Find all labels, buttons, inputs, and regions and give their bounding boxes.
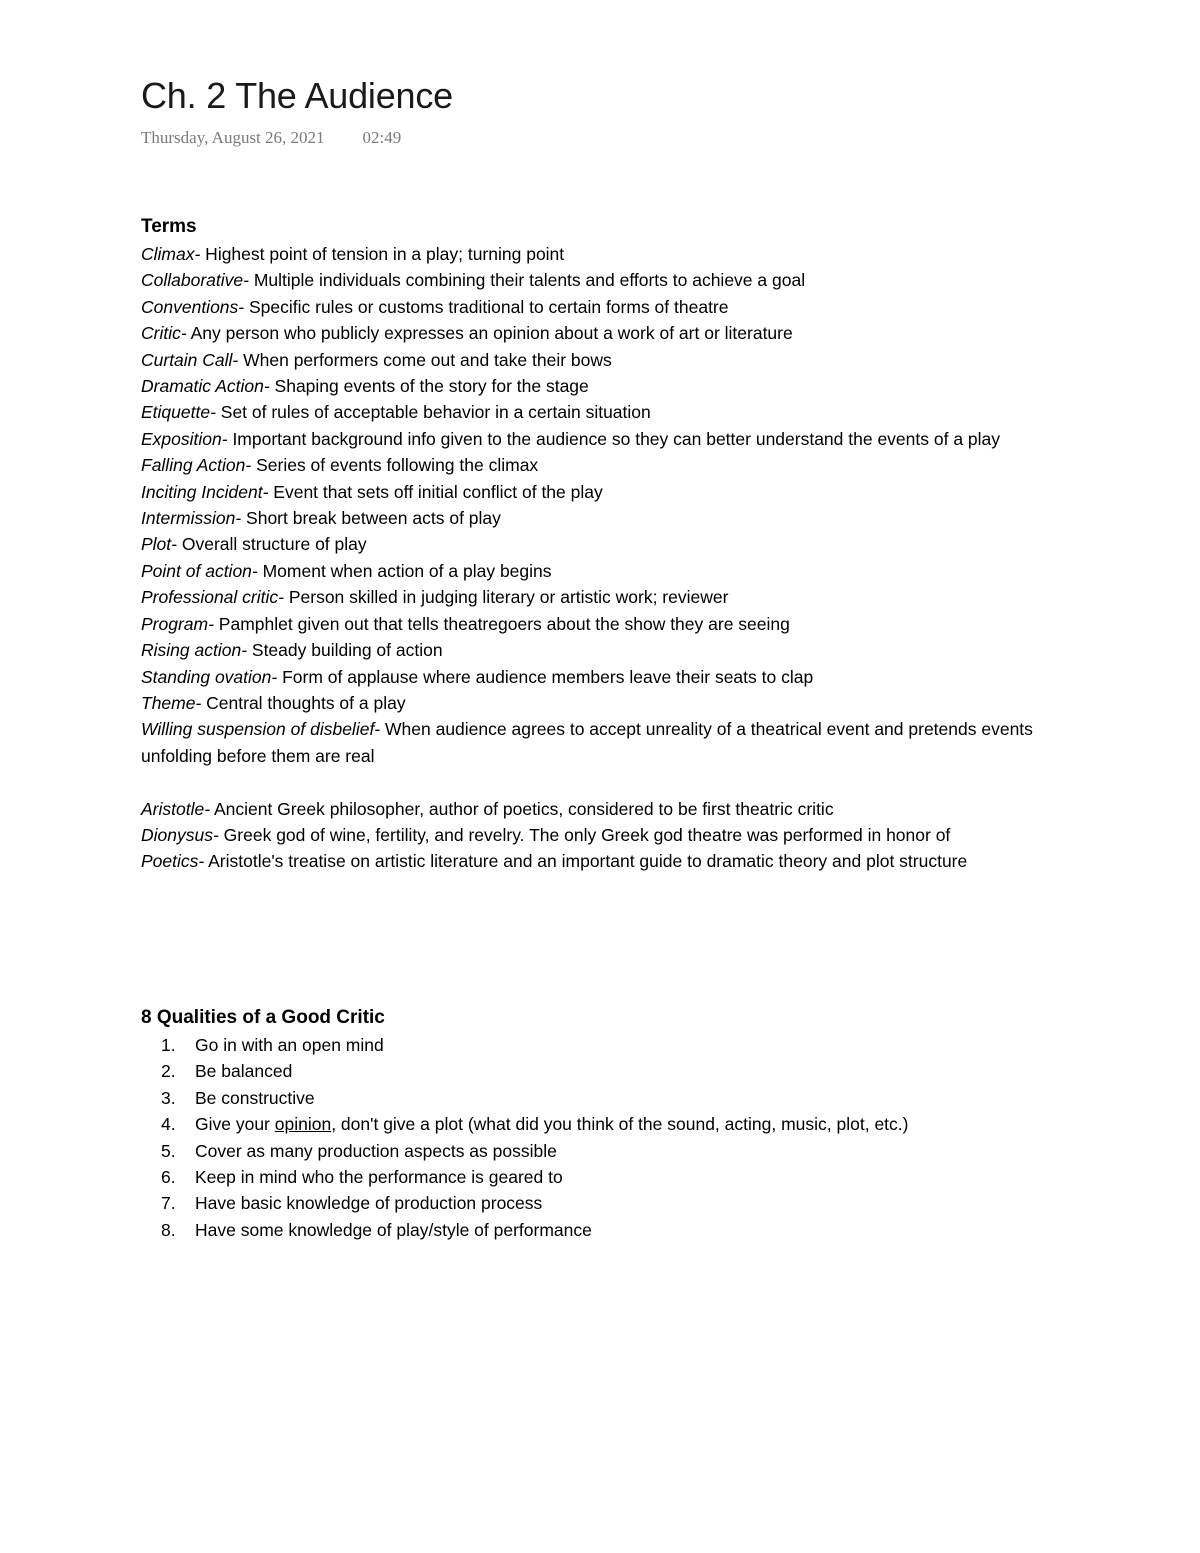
definition-text: When audience agrees to accept unreality of a theatrical event and pretends events unfolding before them are real (141, 719, 1033, 766)
definition-text: Shaping events of the story for the stage (269, 376, 589, 397)
definition-term: Professional critic- (141, 587, 284, 608)
list-item (141, 1058, 1061, 1084)
definition-text: Greek god of wine, fertility, and revelry. The only Greek god theatre was performed in honor of (218, 824, 951, 845)
people-list (141, 796, 1061, 875)
definition-row (141, 611, 1061, 637)
list-item (141, 1164, 1061, 1190)
definition-term: Dionysus- (141, 824, 219, 845)
list-item-text: Cover as many production aspects as possible (195, 1140, 557, 1161)
definition-text: Steady building of action (247, 640, 443, 661)
definition-text: When performers come out and take their bows (238, 349, 612, 370)
underlined-word: opinion (274, 1114, 332, 1135)
definition-term: Intermission- (141, 508, 242, 529)
definition-row (141, 505, 1061, 531)
definition-text: Highest point of tension in a play; turning point (200, 244, 565, 264)
list-number: 5. (161, 1140, 176, 1161)
list-item (141, 1032, 1061, 1058)
definition-row (141, 320, 1061, 346)
list-item-text: Keep in mind who the performance is geared to (195, 1167, 563, 1188)
definition-row (141, 690, 1061, 716)
definition-text: Event that sets off initial conflict of the play (268, 481, 603, 502)
definition-text: Multiple individuals combining their talents and efforts to achieve a goal (248, 270, 806, 291)
definition-term: Point of action- (141, 560, 258, 581)
qualities-heading: 8 Qualities of a Good Critic (141, 1007, 385, 1028)
list-number: 8. (161, 1219, 176, 1240)
definition-text: Aristotle's treatise on artistic literature and an important guide to dramatic theory and plot structure (204, 851, 968, 872)
definition-term: Collaborative- (141, 270, 249, 291)
list-item (141, 1111, 1061, 1137)
qualities-list (141, 1032, 1061, 1243)
definition-term: Inciting Incident- (141, 481, 269, 502)
list-item-text: , don't give a plot (what did you think of the sound, acting, music, plot, etc.) (331, 1114, 909, 1135)
definition-term: Curtain Call- (141, 349, 239, 370)
definition-row (141, 294, 1061, 320)
definition-text: Pamphlet given out that tells theatregoers about the show they are seeing (213, 613, 790, 634)
definition-text: Important background info given to the audience so they can better understand the events of a play (227, 428, 1001, 449)
definition-term: Climax- (141, 244, 201, 264)
definition-row (141, 716, 1061, 769)
page-title: Ch. 2 The Audience (141, 75, 453, 116)
terms-heading: Terms (141, 216, 197, 237)
list-item-text: Have some knowledge of play/style of performance (195, 1219, 592, 1240)
definition-row (141, 267, 1061, 293)
list-item (141, 1217, 1061, 1243)
definition-text: Ancient Greek philosopher, author of poetics, considered to be first theatric critic (210, 798, 834, 819)
definition-term: Standing ovation- (141, 666, 278, 687)
definition-term: Falling Action- (141, 455, 252, 476)
definition-term: Rising action- (141, 640, 248, 661)
terms-section (141, 213, 1061, 875)
definition-row (141, 584, 1061, 610)
definition-row (141, 479, 1061, 505)
list-number: 7. (161, 1193, 176, 1214)
blank-line (141, 769, 1061, 795)
definition-row (141, 796, 1061, 822)
qualities-section (141, 1004, 1061, 1243)
list-number: 1. (161, 1035, 176, 1055)
definition-term: Etiquette- (141, 402, 216, 423)
definition-text: Short break between acts of play (241, 508, 501, 529)
terms-list (141, 241, 1061, 769)
definition-text: Moment when action of a play begins (257, 560, 552, 581)
note-time: 02:49 (362, 128, 402, 147)
list-item-text: Give your (195, 1114, 275, 1135)
list-item (141, 1085, 1061, 1111)
definition-text: Form of applause where audience members leave their seats to clap (277, 666, 814, 687)
definition-row (141, 664, 1061, 690)
list-item (141, 1190, 1061, 1216)
definition-row (141, 373, 1061, 399)
definition-text: Person skilled in judging literary or artistic work; reviewer (283, 587, 729, 608)
list-number: 6. (161, 1167, 176, 1188)
list-number: 2. (161, 1061, 176, 1082)
definition-row (141, 241, 1061, 267)
definition-term: Aristotle- (141, 798, 211, 819)
list-item-text: Be balanced (195, 1061, 293, 1082)
list-number: 4. (161, 1114, 176, 1135)
definition-row (141, 822, 1061, 848)
list-number: 3. (161, 1087, 176, 1108)
list-item-text: Have basic knowledge of production process (195, 1193, 543, 1214)
definition-row (141, 531, 1061, 557)
definition-text: Central thoughts of a play (201, 692, 406, 713)
definition-term: Poetics- (141, 851, 205, 872)
definition-term: Conventions- (141, 296, 245, 317)
list-item-text: Go in with an open mind (195, 1035, 384, 1055)
definition-term: Plot- (141, 534, 177, 555)
definition-text: Series of events following the climax (251, 455, 539, 476)
definition-term: Critic- (141, 323, 187, 344)
definition-text: Overall structure of play (176, 534, 367, 555)
definition-row (141, 637, 1061, 663)
definition-row (141, 558, 1061, 584)
definition-term: Dramatic Action- (141, 376, 270, 397)
definition-term: Exposition- (141, 428, 228, 449)
definition-text: Any person who publicly expresses an opinion about a work of art or literature (186, 323, 793, 344)
definition-row (141, 347, 1061, 373)
definition-row (141, 848, 1061, 874)
note-timestamp (141, 128, 401, 148)
definition-row (141, 452, 1061, 478)
list-item-text: Be constructive (195, 1087, 315, 1108)
definition-term: Program- (141, 613, 214, 634)
note-date: Thursday, August 26, 2021 (141, 128, 325, 147)
definition-text: Specific rules or customs traditional to certain forms of theatre (244, 296, 729, 317)
definition-row (141, 426, 1061, 452)
definition-term: Theme- (141, 692, 202, 713)
definition-term: Willing suspension of disbelief- (141, 719, 381, 740)
definition-text: Set of rules of acceptable behavior in a certain situation (215, 402, 651, 423)
list-item (141, 1138, 1061, 1164)
definition-row (141, 399, 1061, 425)
